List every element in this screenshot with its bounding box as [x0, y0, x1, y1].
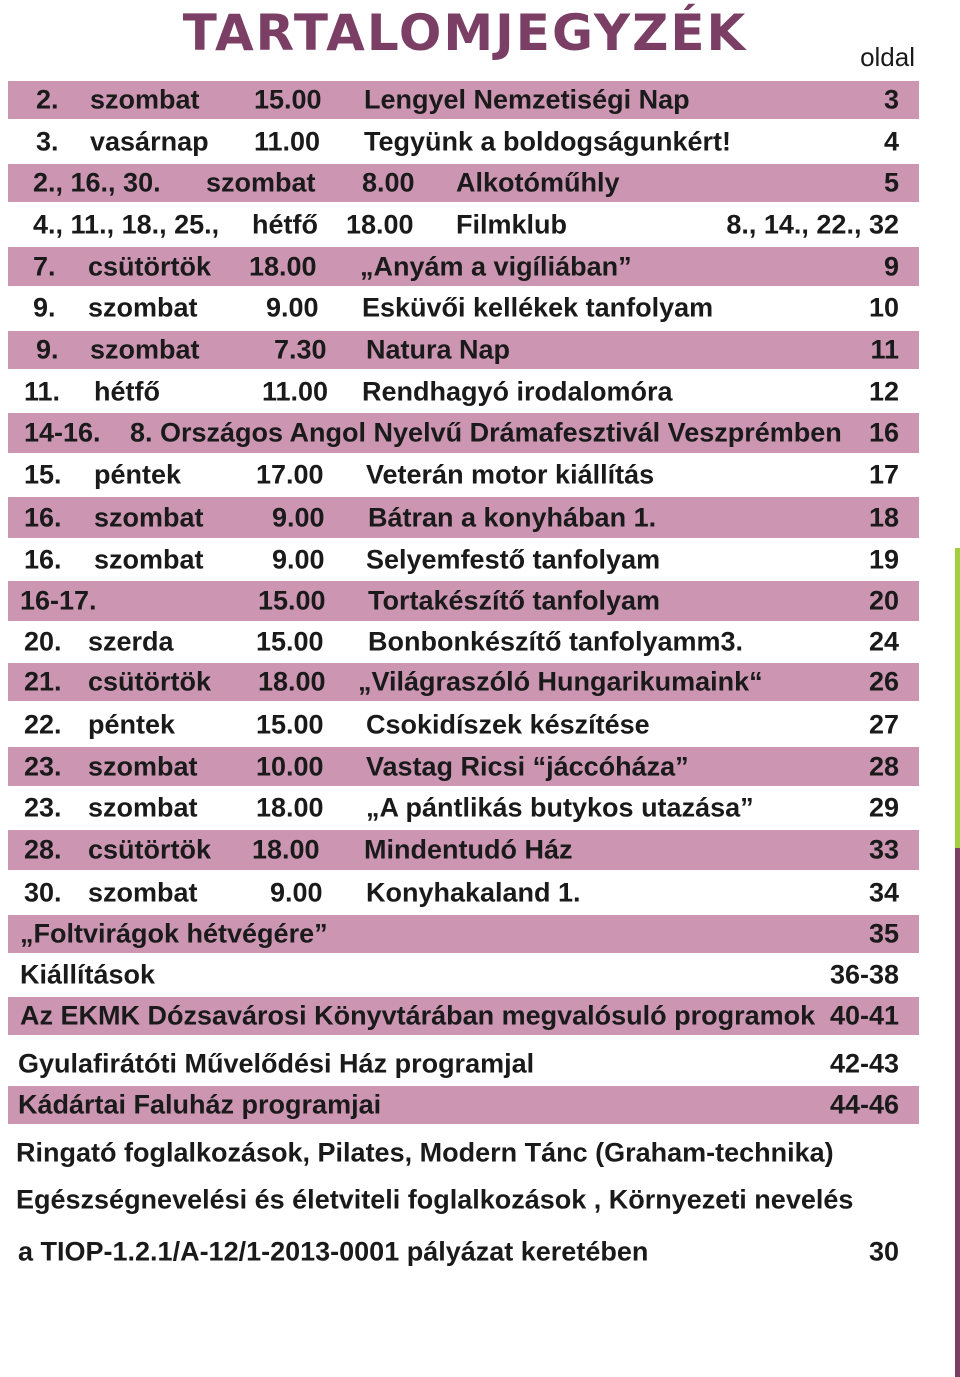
toc-page: 9 — [883, 251, 899, 281]
toc-weekday: szombat — [94, 544, 204, 575]
toc-event: Natura Nap — [366, 334, 511, 365]
toc-weekday: szombat — [88, 792, 198, 823]
toc-page: 29 — [868, 792, 899, 823]
toc-page: 12 — [868, 376, 899, 406]
toc-time: 9.00 — [270, 877, 323, 908]
toc-day: 16-17. — [20, 585, 97, 616]
toc-event: Lengyel Nemzetiségi Nap — [364, 84, 690, 115]
toc-page: 24 — [868, 626, 899, 657]
toc-time: 18.00 — [252, 834, 320, 865]
toc-day: 14-16. — [24, 417, 101, 448]
toc-event: Rendhagyó irodalomóra — [362, 376, 673, 406]
toc-day: 28. — [24, 834, 62, 865]
toc-page: 3 — [883, 84, 899, 115]
toc-event: Alkotóműhly — [456, 167, 620, 198]
toc-event: Veterán motor kiállítás — [366, 459, 655, 490]
toc-event: „Világraszóló Hungarikumaink“ — [358, 666, 763, 697]
toc-weekday: vasárnap — [90, 126, 209, 157]
toc-event: Csokidíszek készítése — [366, 709, 650, 740]
toc-weekday: szombat — [206, 167, 316, 198]
toc-row — [8, 915, 919, 953]
toc-day: 9. — [36, 334, 59, 365]
toc-row — [8, 81, 919, 119]
toc-time: 18.00 — [258, 666, 326, 697]
toc-weekday: csütörtök — [88, 251, 212, 281]
toc-weekday: szombat — [90, 84, 200, 115]
toc-time: 10.00 — [256, 751, 324, 781]
toc-page: 33 — [868, 834, 899, 865]
toc-page: 26 — [868, 666, 899, 697]
toc-event: Bátran a konyhában 1. — [368, 502, 657, 532]
toc-event: Vastag Ricsi “jáccóháza” — [366, 751, 689, 781]
toc-event: „A pántlikás butykos utazása” — [366, 792, 754, 823]
toc-page: 35 — [868, 918, 899, 949]
toc-weekday: szombat — [88, 877, 198, 908]
toc-day: 21. — [24, 666, 62, 697]
toc-time: 17.00 — [256, 459, 324, 490]
toc-event: Konyhakaland 1. — [366, 877, 581, 908]
toc-day: 23. — [24, 751, 62, 781]
toc-day: 15. — [24, 459, 62, 490]
toc-day: 7. — [33, 251, 56, 281]
toc-row — [8, 331, 919, 369]
toc-row — [8, 122, 919, 162]
toc-page: 42-43 — [829, 1048, 899, 1079]
toc-page: 28 — [868, 751, 899, 781]
toc-time: 8.00 — [362, 167, 415, 198]
toc-day: 9. — [33, 292, 56, 323]
toc-day: 20. — [24, 626, 62, 657]
toc-row — [8, 581, 919, 621]
toc-row — [8, 288, 919, 328]
toc-row — [8, 247, 919, 286]
toc-row — [8, 663, 919, 701]
toc-weekday: szombat — [94, 502, 204, 532]
footer-line — [8, 1232, 919, 1272]
toc-page: 10 — [868, 292, 899, 323]
toc-page: 17 — [868, 459, 899, 490]
toc-time: 9.00 — [272, 544, 325, 575]
toc-time: 18.00 — [346, 209, 414, 240]
toc-row — [8, 747, 919, 786]
toc-row — [8, 497, 919, 538]
toc-day: 4., 11., 18., 25., — [33, 209, 220, 240]
toc-weekday: péntek — [88, 709, 176, 740]
toc-day: 16. — [24, 544, 62, 575]
toc-weekday: szombat — [90, 334, 200, 365]
toc-time: 15.00 — [256, 626, 324, 657]
toc-weekday: péntek — [94, 459, 182, 490]
toc-page: 5 — [883, 167, 899, 198]
toc-row — [8, 622, 919, 662]
footer-line — [8, 1133, 919, 1173]
toc-page: 27 — [868, 709, 899, 740]
toc-event: Kádártai Faluház programjai — [18, 1089, 382, 1120]
toc-day: 2. — [36, 84, 59, 115]
toc-row — [8, 413, 919, 453]
toc-row — [8, 830, 919, 870]
toc-row — [8, 872, 919, 914]
toc-weekday: szombat — [88, 751, 198, 781]
footer-text: Ringató foglalkozások, Pilates, Modern Tánc (Graham-technika) — [16, 1137, 834, 1168]
toc-time: 11.00 — [254, 126, 321, 157]
toc-day: 11. — [24, 376, 61, 406]
toc-row — [8, 997, 919, 1035]
toc-time: 15.00 — [254, 84, 322, 115]
toc-row — [8, 1044, 919, 1084]
footer-text: Egészségnevelési és életviteli foglalkozások , Környezeti nevelés — [16, 1184, 854, 1215]
toc-event: Esküvői kellékek tanfolyam — [362, 292, 714, 323]
toc-event: Tortakészítő tanfolyam — [368, 585, 661, 616]
side-accent-bar — [955, 548, 960, 848]
toc-day: 30. — [24, 877, 62, 908]
toc-event: Selyemfestő tanfolyam — [366, 544, 661, 575]
toc-page: 44-46 — [829, 1089, 899, 1120]
toc-time: 9.00 — [272, 502, 325, 532]
toc-page: 30 — [868, 1236, 899, 1267]
toc-page: 11 — [870, 334, 899, 365]
toc-row — [8, 204, 919, 246]
toc-event: 8. Országos Angol Nyelvű Drámafesztivál Veszprémben — [130, 417, 842, 448]
toc-day: 23. — [24, 792, 62, 823]
toc-row — [8, 455, 919, 495]
toc-event: Az EKMK Dózsavárosi Könyvtárában megvalósuló programok — [20, 1000, 816, 1031]
toc-event: Tegyünk a boldogságunkért! — [364, 126, 732, 157]
toc-page: 19 — [868, 544, 899, 575]
toc-day: 3. — [36, 126, 59, 157]
toc-weekday: szerda — [88, 626, 174, 657]
toc-event: Mindentudó Ház — [364, 834, 573, 865]
toc-row — [8, 955, 919, 995]
toc-weekday: szombat — [88, 292, 198, 323]
toc-event: Kiállítások — [20, 959, 156, 990]
toc-time: 18.00 — [256, 792, 324, 823]
toc-event: „Anyám a vigíliában” — [360, 251, 632, 281]
toc-time: 15.00 — [256, 709, 324, 740]
toc-event: „Foltvirágok hétvégére” — [20, 918, 328, 949]
toc-row — [8, 371, 919, 412]
toc-time: 18.00 — [249, 251, 317, 281]
toc-event: Filmklub — [456, 209, 568, 240]
toc-page: 34 — [868, 877, 899, 908]
toc-page: 40-41 — [829, 1000, 899, 1031]
toc-page: 4 — [883, 126, 899, 157]
toc-weekday: hétfő — [252, 209, 318, 240]
toc-page: 8., 14., 22., 32 — [726, 209, 899, 240]
footer-text: a TIOP-1.2.1/A-12/1-2013-0001 pályázat keretében — [18, 1236, 649, 1267]
side-accent-bar — [955, 848, 960, 1377]
toc-page: 16 — [868, 417, 899, 448]
toc-row — [8, 1086, 919, 1124]
toc-weekday: hétfő — [94, 376, 160, 406]
footer-line — [8, 1180, 919, 1220]
toc-event: Bonbonkészítő tanfolyamm3. — [368, 626, 744, 657]
toc-page: 36-38 — [829, 959, 899, 990]
toc-day: 22. — [24, 709, 62, 740]
toc-row — [8, 788, 919, 828]
toc-time: 15.00 — [258, 585, 326, 616]
toc-day: 2., 16., 30. — [33, 167, 161, 198]
toc-event: Gyulafirátóti Művelődési Ház programjal — [18, 1048, 535, 1079]
toc-weekday: csütörtök — [88, 666, 212, 697]
toc-page: 18 — [868, 502, 899, 532]
toc-row — [8, 164, 919, 202]
toc-weekday: csütörtök — [88, 834, 212, 865]
toc-row — [8, 705, 919, 745]
toc-time: 7.30 — [274, 334, 327, 365]
toc-time: 9.00 — [266, 292, 319, 323]
page-column-label: oldal — [860, 42, 915, 72]
toc-day: 16. — [24, 502, 62, 532]
toc-page: 20 — [868, 585, 899, 616]
page-title: TARTALOMJEGYZÉK — [182, 4, 748, 62]
toc-time: 11.00 — [262, 376, 329, 406]
toc-row — [8, 540, 919, 580]
